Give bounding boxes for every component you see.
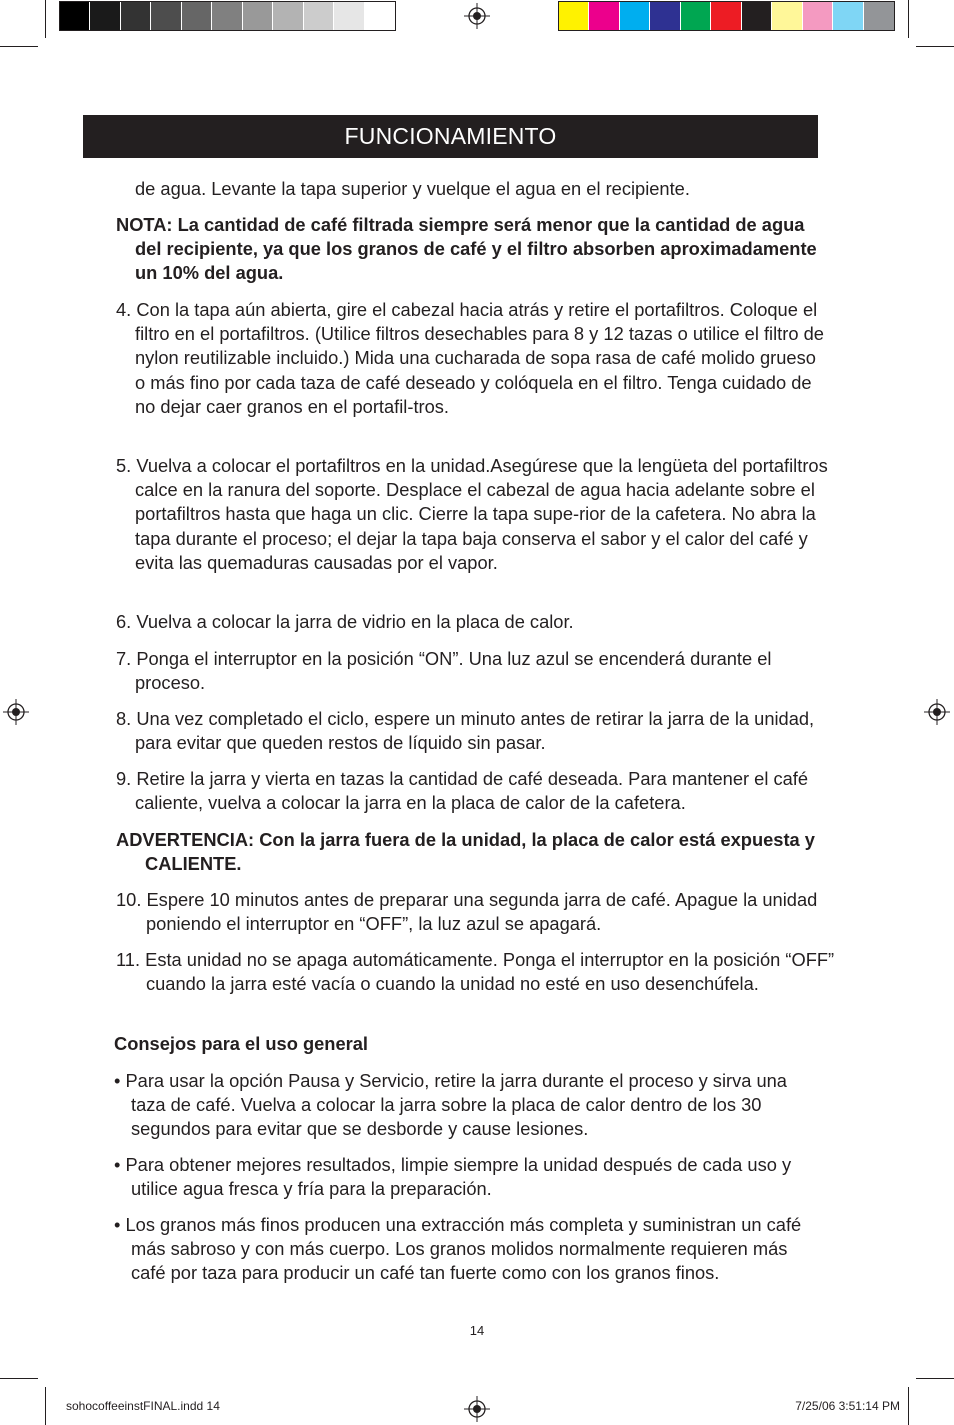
color-swatch xyxy=(833,2,863,30)
color-swatch xyxy=(182,2,212,30)
color-swatch xyxy=(60,2,90,30)
crop-mark xyxy=(908,0,909,38)
section-title: FUNCIONAMIENTO xyxy=(344,123,557,149)
process-color-bar xyxy=(558,1,895,31)
warning-paragraph: ADVERTENCIA: Con la jarra fuera de la unidad, la placa de calor está expuesta y CALIENTE. xyxy=(116,829,815,875)
color-swatch xyxy=(365,2,395,30)
color-swatch xyxy=(334,2,364,30)
tips-heading: Consejos para el uso general xyxy=(114,1033,368,1054)
color-swatch xyxy=(650,2,680,30)
crop-mark xyxy=(0,46,38,47)
section-header xyxy=(83,115,818,158)
page-number: 14 xyxy=(469,1323,485,1338)
tip-bullet-1: • Para usar la opción Pausa y Servicio, retire la jarra durante el proceso y sirva una taza de café. Vuelva a colocar la jarra sobre la placa de calor dentro de los 30 segundos para evitar que se desborde y cause lesiones. xyxy=(114,1070,787,1140)
note-paragraph: NOTA: La cantidad de café filtrada siempre será menor que la cantidad de agua del recipiente, ya que los granos de café y el filtro absorben aproximadamente un 10% del agua. xyxy=(116,214,817,284)
color-swatch xyxy=(589,2,619,30)
color-swatch xyxy=(742,2,772,30)
color-swatch xyxy=(243,2,273,30)
step-5: 5. Vuelva a colocar el portafiltros en la unidad.Asegúrese que la lengüeta del portafiltros calce en la ranura del soporte. Desplace el cabezal de agua hacia adelante sobre el portafiltros hasta que haga un clic. Cierre la tapa supe-rior de la cafetera. No abra la tapa durante el proceso; el dejar la tapa baja conserva el sabor y el calor del café y evita las quemaduras causadas por el vapor. xyxy=(116,455,828,573)
crop-mark xyxy=(916,1378,954,1379)
tip-bullet-2: • Para obtener mejores resultados, limpie siempre la unidad después de cada uso y utilice agua fresca y fría para la preparación. xyxy=(114,1154,792,1200)
registration-mark-icon xyxy=(3,699,29,725)
registration-mark-icon xyxy=(924,699,950,725)
step-10: 10. Espere 10 minutos antes de preparar una segunda jarra de café. Apague la unidad poniendo el interruptor en “OFF”, la luz azul se apagará. xyxy=(116,889,818,935)
color-swatch xyxy=(273,2,303,30)
color-swatch xyxy=(681,2,711,30)
footer-timestamp: 7/25/06 3:51:14 PM xyxy=(795,1399,900,1413)
color-swatch xyxy=(151,2,181,30)
crop-mark xyxy=(0,1378,38,1379)
crop-mark xyxy=(45,1387,46,1425)
color-swatch xyxy=(304,2,334,30)
crop-mark xyxy=(45,0,46,38)
step-4: 4. Con la tapa aún abierta, gire el cabezal hacia atrás y retire el portafiltros. Coloque el filtro en el portafiltros. (Utilice filtros desechables para 8 y 12 tazas o utilice el filtro de nylon reutilizable incluido.) Mida una cucharada de sopa rasa de café molido grueso o más fino por cada taza de café deseado y colóquela en el filtro. Tenga cuidado de no dejar caer granos en el portafil-tros. xyxy=(116,299,824,417)
color-swatch xyxy=(121,2,151,30)
color-swatch xyxy=(864,2,894,30)
footer-filename: sohocoffeeinstFINAL.indd 14 xyxy=(66,1399,220,1413)
color-swatch xyxy=(803,2,833,30)
color-swatch xyxy=(772,2,802,30)
color-swatch xyxy=(711,2,741,30)
tip-bullet-3: • Los granos más finos producen una extracción más completa y suministran un café más sabroso y con más cuerpo. Los granos molidos normalmente requieren más café por taza para producir un café tan fuerte como con los granos finos. xyxy=(114,1214,802,1284)
grayscale-color-bar xyxy=(59,1,396,31)
color-swatch xyxy=(212,2,242,30)
step-6: 6. Vuelva a colocar la jarra de vidrio en la placa de calor. xyxy=(116,611,574,632)
step-8: 8. Una vez completado el ciclo, espere un minuto antes de retirar la jarra de la unidad, para evitar que queden restos de líquido sin pasar. xyxy=(116,708,815,754)
step-9: 9. Retire la jarra y vierta en tazas la cantidad de café deseada. Para mantener el café caliente, vuelva a colocar la jarra en la placa de calor de la cafetera. xyxy=(116,768,809,814)
crop-mark xyxy=(908,1387,909,1425)
color-swatch xyxy=(620,2,650,30)
registration-mark-icon xyxy=(464,3,490,29)
registration-mark-icon xyxy=(464,1396,490,1422)
crop-mark xyxy=(916,46,954,47)
color-swatch xyxy=(559,2,589,30)
color-swatch xyxy=(90,2,120,30)
paragraph-continuation: de agua. Levante la tapa superior y vuelque el agua en el recipiente. xyxy=(135,178,690,199)
step-7: 7. Ponga el interruptor en la posición “ON”. Una luz azul se encenderá durante el proceso. xyxy=(116,648,772,694)
step-11: 11. Esta unidad no se apaga automáticamente. Ponga el interruptor en la posición “OFF” cuando la jarra esté vacía o cuando la unidad no esté en uso desenchúfela. xyxy=(116,949,835,995)
